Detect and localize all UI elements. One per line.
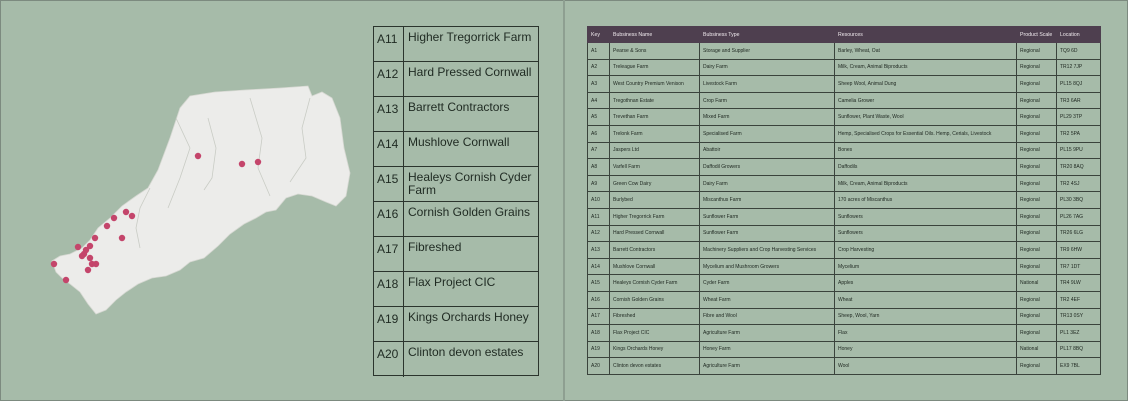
table-cell: Crop Harvesting — [835, 242, 1017, 259]
map-pin-a10 — [75, 244, 81, 250]
cornwall-devon-map — [40, 78, 370, 328]
table-cell: Crop Farm — [700, 92, 835, 109]
table-cell: Regional — [1017, 159, 1057, 176]
table-cell: Livestock Farm — [700, 76, 835, 93]
table-row — [588, 175, 1101, 192]
table-cell: TR26 6LG — [1057, 225, 1101, 242]
table-cell: PL1 3EZ — [1057, 325, 1101, 342]
table-cell: TR12 7JP — [1057, 59, 1101, 76]
table-cell: Pearse & Sons — [610, 43, 700, 60]
page-divider — [563, 0, 565, 401]
table-cell: Regional — [1017, 92, 1057, 109]
table-cell: Sheep, Wool, Yarn — [835, 308, 1017, 325]
legend-row — [374, 237, 538, 272]
table-cell: Sunflower Farm — [700, 225, 835, 242]
table-cell: Regional — [1017, 325, 1057, 342]
legend-key: A20 — [374, 342, 404, 377]
table-row — [588, 358, 1101, 375]
legend-row — [374, 27, 538, 62]
legend-business-name: Mushlove Cornwall — [408, 135, 510, 149]
table-cell: Regional — [1017, 43, 1057, 60]
table-cell: Daffodil Growers — [700, 159, 835, 176]
table-row — [588, 341, 1101, 358]
table-cell: Tregothnan Estate — [610, 92, 700, 109]
map-pin-a9 — [92, 235, 98, 241]
table-cell: PL15 9PU — [1057, 142, 1101, 159]
table-row — [588, 308, 1101, 325]
table-cell: EX9 7BL — [1057, 358, 1101, 375]
table-cell: Wool — [835, 358, 1017, 375]
table-cell: TR13 0SY — [1057, 308, 1101, 325]
table-cell: National — [1017, 275, 1057, 292]
map-pin-a2 — [255, 159, 261, 165]
table-cell: Regional — [1017, 142, 1057, 159]
table-cell: Daffodils — [835, 159, 1017, 176]
legend-table — [373, 26, 539, 376]
table-row — [588, 43, 1101, 60]
table-cell: A12 — [588, 225, 610, 242]
table-row — [588, 325, 1101, 342]
legend-row — [374, 62, 538, 97]
table-cell: Higher Tregorrick Farm — [610, 208, 700, 225]
table-cell: Milk, Cream, Animal Biproducts — [835, 175, 1017, 192]
table-cell: Regional — [1017, 208, 1057, 225]
table-cell: PL17 8BQ — [1057, 341, 1101, 358]
table-cell: TR7 1DT — [1057, 258, 1101, 275]
table-cell: Jaspers Ltd — [610, 142, 700, 159]
column-header: Key — [588, 27, 610, 43]
legend-key: A18 — [374, 272, 404, 306]
table-cell: TR2 5PA — [1057, 125, 1101, 142]
table-cell: Storage and Supplier — [700, 43, 835, 60]
column-header: Bubsiness Name — [610, 27, 700, 43]
table-cell: Cornish Golden Grains — [610, 291, 700, 308]
table-cell: Wheat — [835, 291, 1017, 308]
table-row — [588, 291, 1101, 308]
map-pin-a13 — [87, 255, 93, 261]
table-cell: Milk, Cream, Animal Biproducts — [835, 59, 1017, 76]
table-cell: Mycelium — [835, 258, 1017, 275]
column-header: Location — [1057, 27, 1101, 43]
table-cell: Flax Project CIC — [610, 325, 700, 342]
legend-key: A15 — [374, 167, 404, 201]
table-cell: A9 — [588, 175, 610, 192]
legend-key: A13 — [374, 97, 404, 131]
table-header-row — [588, 27, 1101, 43]
column-header: Bubsiness Type — [700, 27, 835, 43]
table-cell: Fibreshed — [610, 308, 700, 325]
map-pin-a17 — [81, 251, 87, 257]
table-row — [588, 242, 1101, 259]
table-cell: PL30 3BQ — [1057, 192, 1101, 209]
table-cell: TR9 6HW — [1057, 242, 1101, 259]
table-cell: PL29 3TP — [1057, 109, 1101, 126]
legend-row — [374, 202, 538, 237]
table-cell: A10 — [588, 192, 610, 209]
table-row — [588, 92, 1101, 109]
table-cell: Sunflowers — [835, 225, 1017, 242]
map-svg — [40, 78, 370, 328]
legend-key: A12 — [374, 62, 404, 96]
table-cell: A20 — [588, 358, 610, 375]
legend-business-name: Fibreshed — [408, 240, 462, 254]
table-cell: Regional — [1017, 258, 1057, 275]
table-cell: Camelia Grower — [835, 92, 1017, 109]
table-cell: Kings Orchards Honey — [610, 341, 700, 358]
table-row — [588, 208, 1101, 225]
table-cell: Agriculture Farm — [700, 358, 835, 375]
table-cell: Wheat Farm — [700, 291, 835, 308]
table-cell: Regional — [1017, 76, 1057, 93]
table-cell: Fibre and Wool — [700, 308, 835, 325]
table-cell: Regional — [1017, 291, 1057, 308]
legend-row — [374, 272, 538, 307]
legend-row — [374, 132, 538, 167]
table-cell: Specialised Farm — [700, 125, 835, 142]
table-cell: A19 — [588, 341, 610, 358]
legend-business-name: Cornish Golden Grains — [408, 205, 531, 219]
table-cell: Regional — [1017, 175, 1057, 192]
map-pin-a5 — [129, 213, 135, 219]
table-row — [588, 225, 1101, 242]
table-cell: A3 — [588, 76, 610, 93]
map-pin-a3 — [239, 161, 245, 167]
table-cell: Miscanthus Farm — [700, 192, 835, 209]
table-cell: A11 — [588, 208, 610, 225]
table-cell: 170 acres of Miscanthus — [835, 192, 1017, 209]
table-cell: Varfell Farm — [610, 159, 700, 176]
table-cell: Burlybed — [610, 192, 700, 209]
map-pin-a20 — [87, 243, 93, 249]
table-row — [588, 258, 1101, 275]
table-cell: Regional — [1017, 308, 1057, 325]
table-cell: A17 — [588, 308, 610, 325]
column-header: Resources — [835, 27, 1017, 43]
legend-business-name: Healeys Cornish Cyder Farm — [408, 170, 532, 197]
map-pin-a18 — [51, 261, 57, 267]
legend-key: A11 — [374, 27, 404, 61]
table-cell: Dairy Farm — [700, 175, 835, 192]
legend-key: A16 — [374, 202, 404, 236]
table-cell: Honey Farm — [700, 341, 835, 358]
table-cell: TR3 6AR — [1057, 92, 1101, 109]
table-cell: TR20 8AQ — [1057, 159, 1101, 176]
table-cell: A16 — [588, 291, 610, 308]
table-cell: A14 — [588, 258, 610, 275]
table-cell: Sunflower, Plant Waste, Wool — [835, 109, 1017, 126]
table-row — [588, 192, 1101, 209]
table-row — [588, 142, 1101, 159]
legend-business-name: Barrett Contractors — [408, 100, 510, 114]
table-cell: Trevethan Farm — [610, 109, 700, 126]
table-row — [588, 275, 1101, 292]
table-cell: Regional — [1017, 225, 1057, 242]
table-cell: A7 — [588, 142, 610, 159]
table-cell: A5 — [588, 109, 610, 126]
legend-row — [374, 342, 538, 377]
legend-business-name: Hard Pressed Cornwall — [408, 65, 532, 79]
table-cell: A4 — [588, 92, 610, 109]
column-header: Product Scale — [1017, 27, 1057, 43]
table-cell: Sunflower Farm — [700, 208, 835, 225]
legend-key: A17 — [374, 237, 404, 271]
table-row — [588, 109, 1101, 126]
table-cell: Mixed Farm — [700, 109, 835, 126]
table-cell: Cyder Farm — [700, 275, 835, 292]
map-pin-a7 — [104, 223, 110, 229]
table-cell: Treleague Farm — [610, 59, 700, 76]
table-row — [588, 159, 1101, 176]
table-cell: Bones — [835, 142, 1017, 159]
legend-business-name: Higher Tregorrick Farm — [408, 30, 532, 44]
table-cell: TR2 4EF — [1057, 291, 1101, 308]
legend-key: A19 — [374, 307, 404, 341]
table-cell: Sheep Wool, Animal Dung — [835, 76, 1017, 93]
table-cell: Clinton devon estates — [610, 358, 700, 375]
table-cell: A13 — [588, 242, 610, 259]
table-cell: Flax — [835, 325, 1017, 342]
map-pin-a19 — [63, 277, 69, 283]
table-cell: A15 — [588, 275, 610, 292]
table-cell: Green Cow Dairy — [610, 175, 700, 192]
table-cell: TR2 4SJ — [1057, 175, 1101, 192]
table-cell: Trelonk Farm — [610, 125, 700, 142]
table-cell: Regional — [1017, 59, 1057, 76]
table-cell: TR4 9LW — [1057, 275, 1101, 292]
table-cell: Hemp, Specialised Crops for Essential Oils. Hemp, Cerials, Livestock — [835, 125, 1017, 142]
table-row — [588, 76, 1101, 93]
table-cell: West Country Premium Venison — [610, 76, 700, 93]
map-pin-a16 — [93, 261, 99, 267]
table-cell: PL26 7AG — [1057, 208, 1101, 225]
table-cell: Healeys Cornish Cyder Farm — [610, 275, 700, 292]
map-pin-a6 — [111, 215, 117, 221]
legend-row — [374, 307, 538, 342]
table-cell: Dairy Farm — [700, 59, 835, 76]
map-pin-a4 — [123, 209, 129, 215]
map-pin-a1 — [195, 153, 201, 159]
legend-business-name: Clinton devon estates — [408, 345, 524, 359]
legend-row — [374, 167, 538, 202]
legend-key: A14 — [374, 132, 404, 166]
table-cell: Regional — [1017, 358, 1057, 375]
legend-row — [374, 97, 538, 132]
table-cell: PL15 8QJ — [1057, 76, 1101, 93]
table-cell: Mycelium and Mushroom Growers — [700, 258, 835, 275]
table-cell: Mushlove Cornwall — [610, 258, 700, 275]
table-cell: Regional — [1017, 109, 1057, 126]
table-cell: Regional — [1017, 125, 1057, 142]
table-cell: A1 — [588, 43, 610, 60]
table-cell: Hard Pressed Cornwall — [610, 225, 700, 242]
legend-business-name: Kings Orchards Honey — [408, 310, 529, 324]
table-row — [588, 59, 1101, 76]
table-cell: Barley, Wheat, Oat — [835, 43, 1017, 60]
table-cell: National — [1017, 341, 1057, 358]
table-cell: Barrett Contractors — [610, 242, 700, 259]
table-cell: Abattoir — [700, 142, 835, 159]
table-cell: A6 — [588, 125, 610, 142]
table-row — [588, 125, 1101, 142]
table-cell: A8 — [588, 159, 610, 176]
table-cell: A18 — [588, 325, 610, 342]
table-cell: Apples — [835, 275, 1017, 292]
map-pin-a15 — [85, 267, 91, 273]
legend-business-name: Flax Project CIC — [408, 275, 496, 289]
table-cell: TQ9 6D — [1057, 43, 1101, 60]
table-cell: Sunflowers — [835, 208, 1017, 225]
table-cell: Regional — [1017, 242, 1057, 259]
table-cell: Agriculture Farm — [700, 325, 835, 342]
table-cell: Machinery Suppliers and Crop Harvesting Services — [700, 242, 835, 259]
map-pin-a8 — [119, 235, 125, 241]
land-shape — [52, 86, 350, 314]
table-cell: A2 — [588, 59, 610, 76]
business-table — [587, 26, 1101, 375]
table-cell: Honey — [835, 341, 1017, 358]
table-cell: Regional — [1017, 192, 1057, 209]
